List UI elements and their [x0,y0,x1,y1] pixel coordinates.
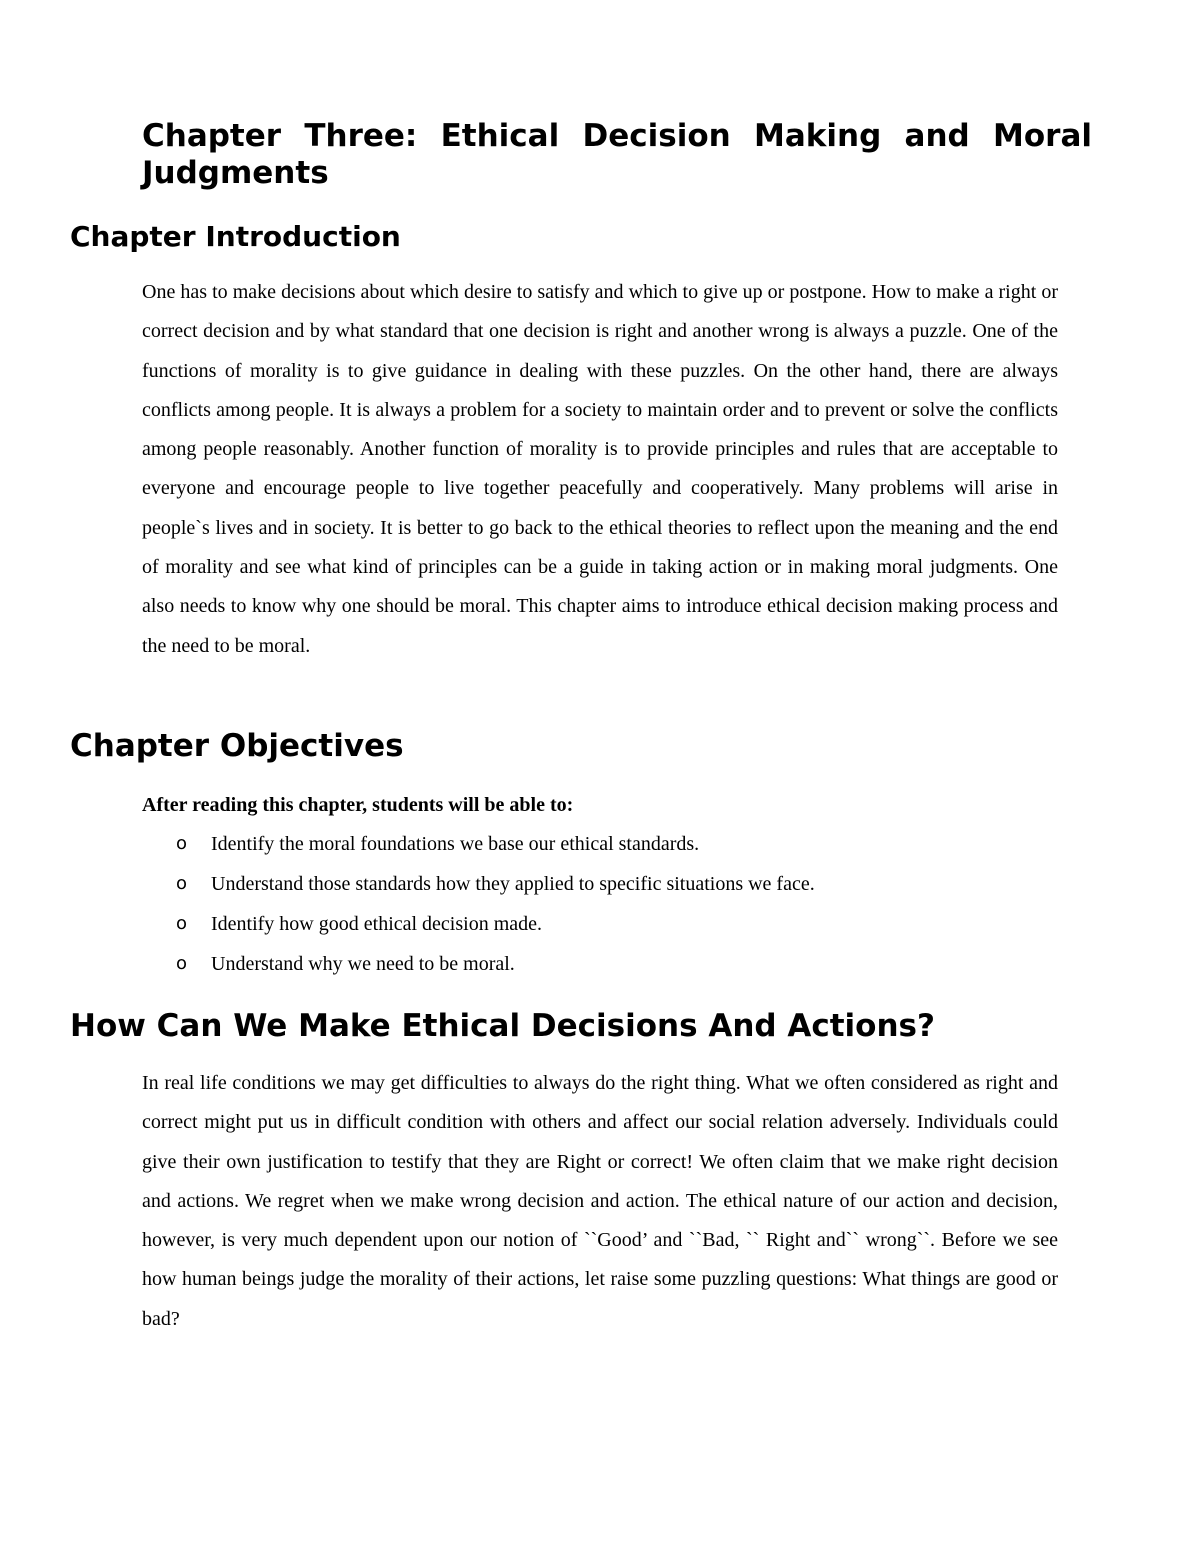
objectives-list [142,829,1042,989]
objective-item [142,829,1042,869]
chapter-title: Chapter Three: Ethical Decision Making and Moral Judgments [142,118,1092,191]
objective-item [142,909,1042,949]
objectives-lead-text: After reading this chapter, students will be able to: [142,794,574,816]
objective-item [142,869,1042,909]
chapter-objectives-heading: Chapter Objectives [70,728,404,764]
bullet-icon: o [176,833,188,854]
how-can-we-paragraph: In real life conditions we may get difficulties to always do the right thing. What we often considered as right and correct might put us in difficult condition with others and affect our social relation adversely. Individuals could give their own justification to testify that they are Right or correct! We often claim that we make right decision and actions. We regret when we make wrong decision and action. The ethical nature of our action and decision, however, is very much dependent upon our notion of ``Good’ and ``Bad, `` Right and`` wrong``. Before we see how human beings judge the morality of their actions, let raise some puzzling questions: What things are good or bad? [142,1072,1058,1330]
bullet-icon: o [176,953,188,974]
objective-text: Identify the moral foundations we base our ethical standards. [211,833,700,855]
objective-text: Understand those standards how they applied to specific situations we face. [211,873,815,895]
chapter-introduction-paragraph: One has to make decisions about which desire to satisfy and which to give up or postpone. How to make a right or correct decision and by what standard that one decision is right and another wrong is always a puzzle. One of the functions of morality is to give guidance in dealing with these puzzles. On the other hand, there are always conflicts among people. It is always a problem for a society to maintain order and to prevent or solve the conflicts among people reasonably. Another function of morality is to provide principles and rules that are acceptable to everyone and encourage people to live together peacefully and cooperatively. Many problems will arise in people`s lives and in society. It is better to go back to the ethical theories to reflect upon the meaning and the end of morality and see what kind of principles can be a guide in taking action or in making moral judgments. One also needs to know why one should be moral. This chapter aims to introduce ethical decision making process and the need to be moral. [142,281,1058,657]
objective-item [142,949,1042,989]
objective-text: Identify how good ethical decision made. [211,913,543,935]
objective-text: Understand why we need to be moral. [211,953,515,975]
how-can-we-heading: How Can We Make Ethical Decisions And Actions? [70,1008,935,1044]
chapter-introduction-heading: Chapter Introduction [70,220,401,253]
bullet-icon: o [176,913,188,934]
bullet-icon: o [176,873,188,894]
